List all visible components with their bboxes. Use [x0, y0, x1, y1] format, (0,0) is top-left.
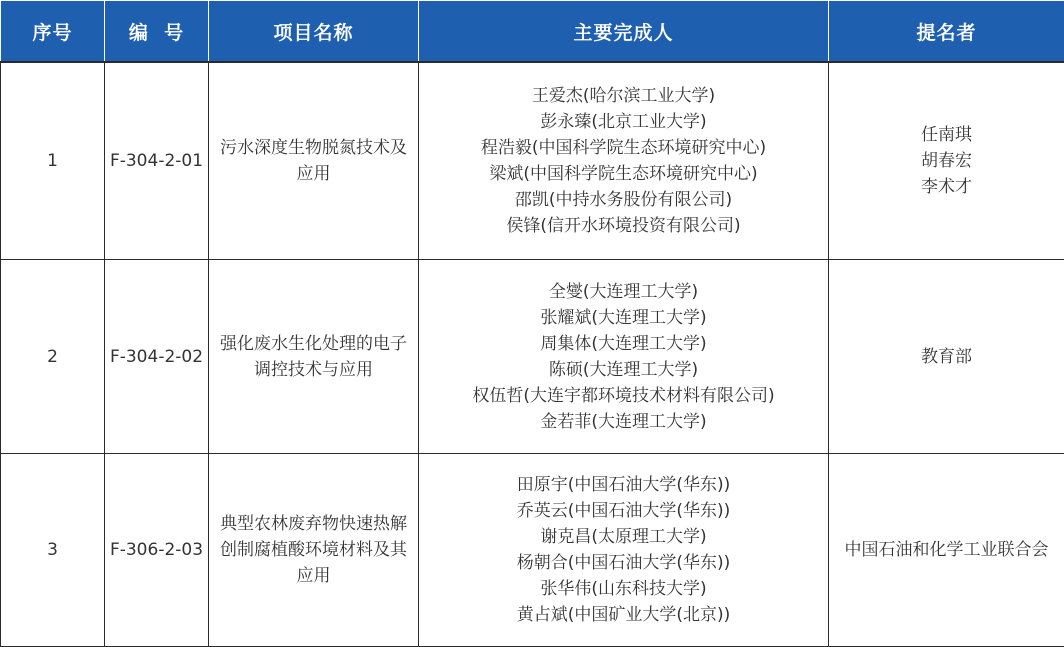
nominator: 任南琪 — [921, 125, 972, 145]
header-nominator: 提名者 — [829, 1, 1064, 63]
contributor: 张耀斌(大连理工大学) — [540, 307, 707, 328]
contributor: 邵凯(中持水务股份有限公司) — [514, 190, 733, 210]
contributor: 谢克昌(太原理工大学) — [540, 527, 707, 547]
header-code: 编 号 — [105, 1, 209, 63]
header-row — [1, 1, 1064, 63]
nominator: 李术才 — [921, 177, 972, 197]
contributor: 陈硕(大连理工大学) — [548, 359, 699, 380]
cell-contributors — [419, 454, 829, 647]
cell-nominator — [829, 260, 1064, 454]
cell-code: F-304-2-02 — [105, 260, 209, 454]
table-row — [1, 260, 1064, 454]
contributor: 田原宇(中国石油大学(华东)) — [516, 475, 731, 495]
cell-code: F-306-2-03 — [105, 454, 209, 647]
contributor: 金若菲(大连理工大学) — [540, 411, 707, 432]
table-row — [1, 454, 1064, 647]
cell-project: 污水深度生物脱氮技术及应用 — [209, 62, 419, 260]
contributor: 黄占斌(中国矿业大学(北京)) — [516, 605, 731, 625]
nominator: 胡春宏 — [921, 151, 972, 171]
contributor: 彭永臻(北京工业大学) — [540, 112, 707, 132]
cell-index: 2 — [1, 260, 105, 454]
contributor: 全燮(大连理工大学) — [548, 281, 699, 302]
nominator: 中国石油和化学工业联合会 — [844, 540, 1049, 560]
cell-contributors — [419, 260, 829, 454]
contributor: 乔英云(中国石油大学(华东)) — [516, 501, 731, 521]
cell-project: 典型农林废弃物快速热解创制腐植酸环境材料及其应用 — [209, 454, 419, 647]
contributor: 王爱杰(哈尔滨工业大学) — [531, 86, 716, 106]
contributor: 程浩毅(中国科学院生态环境研究中心) — [480, 138, 767, 158]
nominator: 教育部 — [921, 346, 972, 367]
cell-nominator — [829, 62, 1064, 260]
cell-code: F-304-2-01 — [105, 62, 209, 260]
cell-project: 强化废水生化处理的电子调控技术与应用 — [209, 260, 419, 454]
contributor: 侯锋(信开水环境投资有限公司) — [506, 216, 741, 236]
contributor: 杨朝合(中国石油大学(华东)) — [516, 553, 731, 573]
cell-index: 1 — [1, 62, 105, 260]
contributor: 梁斌(中国科学院生态环境研究中心) — [489, 164, 758, 184]
table-row — [1, 62, 1064, 260]
contributor: 权伍哲(大连宇都环境技术材料有限公司) — [472, 385, 775, 406]
header-project: 项目名称 — [209, 1, 419, 63]
cell-index: 3 — [1, 454, 105, 647]
cell-nominator — [829, 454, 1064, 647]
contributor: 周集体(大连理工大学) — [540, 333, 707, 354]
header-index: 序号 — [1, 1, 105, 63]
contributor: 张华伟(山东科技大学) — [540, 579, 707, 599]
cell-contributors — [419, 62, 829, 260]
header-contributors: 主要完成人 — [419, 1, 829, 63]
